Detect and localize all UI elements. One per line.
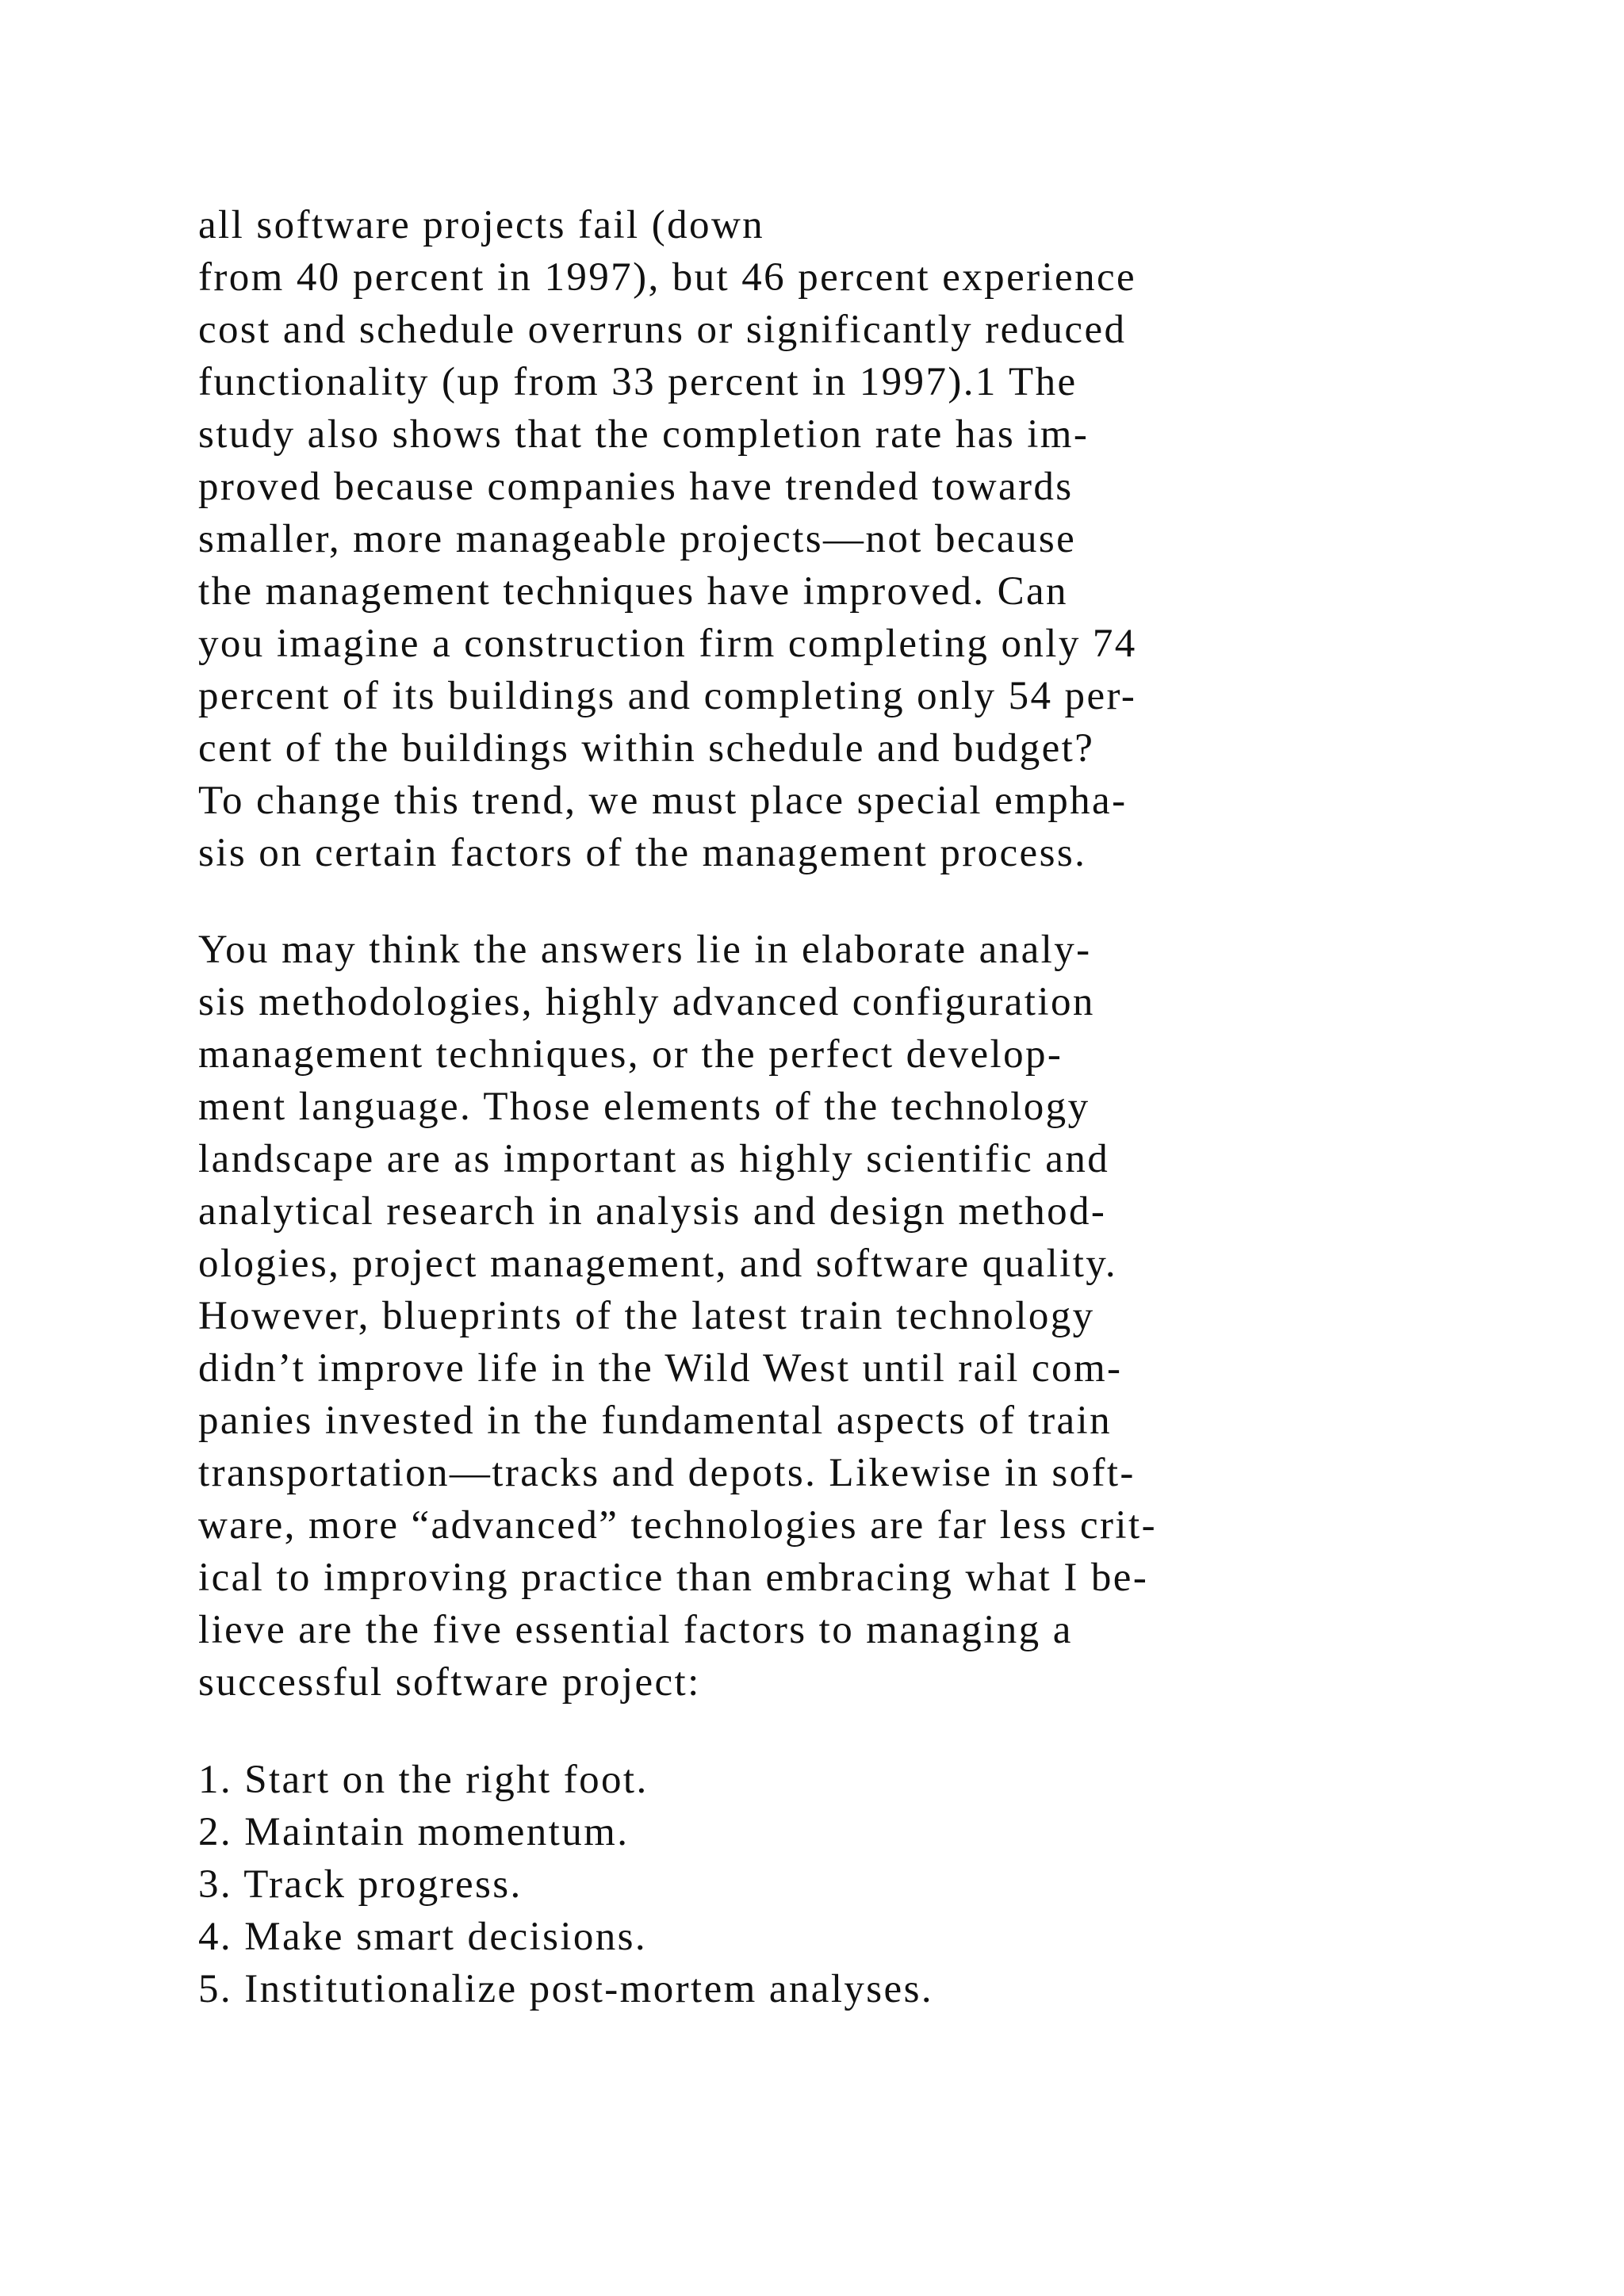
text-line: successful software project: [198, 1660, 701, 1705]
text-line: proved because companies have trended towards [198, 465, 1074, 509]
text-line: ware, more “advanced” technologies are far less crit- [198, 1503, 1157, 1548]
text-line: landscape are as important as highly scientific and [198, 1137, 1110, 1181]
text-line: panies invested in the fundamental aspects of train [198, 1399, 1112, 1443]
list-item: 1. Start on the right foot. [198, 1758, 649, 1802]
text-line: You may think the answers lie in elaborate analy- [198, 928, 1092, 972]
text-line: all software projects fail (down [198, 203, 765, 247]
factors-list [198, 1754, 1483, 2015]
text-line: sis methodologies, highly advanced configuration [198, 980, 1095, 1024]
text-line: ical to improving practice than embracing what I be- [198, 1556, 1149, 1600]
paragraph-project-failure-stats [198, 199, 1483, 879]
text-line: cent of the buildings within schedule and budget? [198, 726, 1095, 771]
text-line: management techniques, or the perfect develop- [198, 1032, 1063, 1077]
text-line: didn’t improve life in the Wild West until rail com- [198, 1346, 1123, 1391]
text-line: analytical research in analysis and design method- [198, 1189, 1107, 1234]
text-line: ment language. Those elements of the technology [198, 1085, 1090, 1129]
list-item: 4. Make smart decisions. [198, 1915, 648, 1959]
text-line: However, blueprints of the latest train technology [198, 1294, 1095, 1338]
text-line: transportation—tracks and depots. Likewise in soft- [198, 1451, 1136, 1495]
text-line: percent of its buildings and completing only 54 per- [198, 674, 1137, 718]
text-line: ologies, project management, and software quality. [198, 1242, 1118, 1286]
text-line: the management techniques have improved. Can [198, 569, 1068, 614]
list-item: 2. Maintain momentum. [198, 1810, 630, 1854]
text-line: lieve are the five essential factors to managing a [198, 1608, 1073, 1652]
list-item: 3. Track progress. [198, 1862, 523, 1907]
text-line: functionality (up from 33 percent in 1997).1 The [198, 360, 1078, 404]
text-line: smaller, more manageable projects—not because [198, 517, 1077, 561]
text-line: from 40 percent in 1997), but 46 percent experience [198, 255, 1137, 300]
text-line: To change this trend, we must place special empha- [198, 779, 1128, 823]
text-line: you imagine a construction firm completing only 74 [198, 622, 1137, 666]
list-item: 5. Institutionalize post-mortem analyses. [198, 1967, 933, 2011]
text-line: cost and schedule overruns or significantly reduced [198, 308, 1127, 352]
text-line: sis on certain factors of the management process. [198, 831, 1087, 875]
text-line: study also shows that the completion rate has im- [198, 412, 1090, 457]
paragraph-essential-factors-intro [198, 924, 1483, 1709]
